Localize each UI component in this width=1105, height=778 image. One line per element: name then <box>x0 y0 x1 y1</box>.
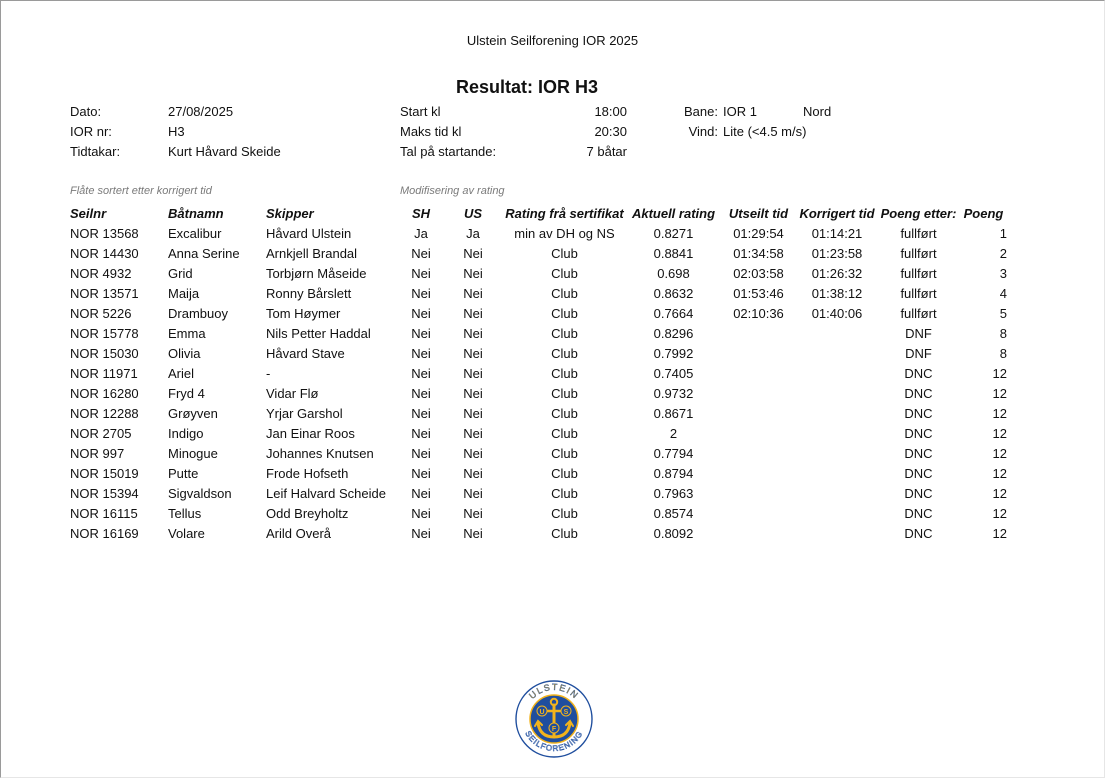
cell-batnamn: Sigvaldson <box>168 485 232 501</box>
cell-utseilt-tid <box>720 383 797 403</box>
cell-rating-sertifikat: Club <box>551 525 578 541</box>
maks-value: 20:30 <box>594 124 627 139</box>
cell-utseilt-tid <box>720 403 797 423</box>
start-label: Start kl <box>400 104 441 119</box>
cell-batnamn: Minogue <box>168 445 218 461</box>
cell-aktuell-rating: 0.7992 <box>653 345 694 361</box>
cell-sh: Nei <box>411 305 431 321</box>
cell-aktuell-rating: 0.7664 <box>653 305 694 321</box>
cell-seilnr: NOR 14430 <box>70 245 139 261</box>
cell-poeng-etter: DNC <box>904 405 933 421</box>
cell-korrigert-tid <box>797 403 877 423</box>
cell-sh: Nei <box>411 505 431 521</box>
cell-rating-sertifikat: Club <box>551 365 578 381</box>
vind-value: Lite (<4.5 m/s) <box>723 124 807 139</box>
cell-korrigert-tid <box>797 443 877 463</box>
logo-letter-u: U <box>539 709 545 716</box>
table-row <box>70 223 1007 243</box>
cell-utseilt-tid <box>720 423 797 443</box>
table-row <box>70 283 1007 303</box>
cell-utseilt-tid <box>720 463 797 483</box>
cell-sh: Nei <box>411 385 431 401</box>
col-header-batnamn: Båtnamn <box>168 205 224 221</box>
cell-us: Nei <box>463 265 483 281</box>
cell-skipper: Johannes Knutsen <box>266 445 374 461</box>
cell-seilnr: NOR 997 <box>70 445 125 461</box>
cell-poeng: 5 <box>999 305 1007 321</box>
cell-us: Nei <box>463 285 483 301</box>
col-header-aktuell-rating: Aktuell rating <box>631 205 716 221</box>
cell-korrigert-tid: 01:38:12 <box>811 285 863 301</box>
table-row <box>70 523 1007 543</box>
cell-korrigert-tid <box>797 503 877 523</box>
cell-korrigert-tid: 01:14:21 <box>811 225 863 241</box>
cell-us: Nei <box>463 525 483 541</box>
cell-utseilt-tid <box>720 443 797 463</box>
cell-skipper: Håvard Stave <box>266 345 345 361</box>
table-row <box>70 263 1007 283</box>
cell-poeng: 4 <box>999 285 1007 301</box>
logo-letter-f: F <box>551 726 557 733</box>
cell-poeng: 12 <box>992 385 1007 401</box>
ior-value: H3 <box>168 124 185 139</box>
cell-poeng: 12 <box>992 445 1007 461</box>
cell-rating-sertifikat: Club <box>551 425 578 441</box>
cell-rating-sertifikat: Club <box>551 325 578 341</box>
cell-korrigert-tid <box>797 423 877 443</box>
col-header-poeng-etter: Poeng etter: <box>880 205 957 221</box>
tal-label: Tal på startande: <box>400 144 497 159</box>
cell-skipper: Yrjar Garshol <box>266 405 343 421</box>
cell-seilnr: NOR 16169 <box>70 525 139 541</box>
cell-poeng: 3 <box>999 265 1007 281</box>
bane-extra: Nord <box>803 104 832 119</box>
cell-aktuell-rating: 0.7963 <box>653 485 694 501</box>
modifying-note: Modifisering av rating <box>400 185 505 197</box>
cell-rating-sertifikat: Club <box>551 385 578 401</box>
cell-seilnr: NOR 15394 <box>70 485 139 501</box>
cell-aktuell-rating: 0.8574 <box>653 505 694 521</box>
cell-poeng-etter: DNC <box>904 445 933 461</box>
club-title: Ulstein Seilforening IOR 2025 <box>466 33 639 48</box>
cell-us: Nei <box>463 445 483 461</box>
logo-top-text: ULSTEIN <box>527 681 581 701</box>
table-row <box>70 343 1007 363</box>
cell-seilnr: NOR 16115 <box>70 505 138 521</box>
cell-seilnr: NOR 4932 <box>70 265 132 281</box>
cell-skipper: Håvard Ulstein <box>266 225 352 241</box>
cell-sh: Nei <box>411 265 431 281</box>
cell-poeng-etter: DNC <box>904 465 933 481</box>
cell-utseilt-tid <box>720 523 797 543</box>
table-row <box>70 403 1007 423</box>
table-row <box>70 443 1007 463</box>
cell-aktuell-rating: 0.8841 <box>653 245 694 261</box>
cell-aktuell-rating: 0.8092 <box>653 525 694 541</box>
cell-utseilt-tid: 01:29:54 <box>733 225 784 241</box>
cell-us: Nei <box>463 245 483 261</box>
cell-poeng: 8 <box>999 345 1007 361</box>
cell-skipper: Leif Halvard Scheide <box>266 485 386 501</box>
cell-skipper: Arnkjell Brandal <box>266 245 358 261</box>
cell-skipper: Odd Breyholtz <box>266 505 349 521</box>
cell-poeng: 12 <box>992 425 1007 441</box>
cell-poeng-etter: DNC <box>904 505 933 521</box>
table-row <box>70 483 1007 503</box>
cell-sh: Nei <box>411 365 431 381</box>
table-row <box>70 243 1007 263</box>
cell-sh: Nei <box>411 445 431 461</box>
cell-batnamn: Fryd 4 <box>168 385 205 401</box>
cell-us: Nei <box>463 345 483 361</box>
cell-poeng: 12 <box>992 365 1007 381</box>
cell-korrigert-tid <box>797 483 877 503</box>
cell-skipper: Vidar Flø <box>266 385 319 401</box>
cell-aktuell-rating: 0.698 <box>657 265 690 281</box>
cell-rating-sertifikat: Club <box>551 485 578 501</box>
cell-us: Nei <box>463 385 483 401</box>
cell-poeng-etter: DNC <box>904 385 933 401</box>
ior-label: IOR nr: <box>70 124 112 139</box>
bane-label: Bane: <box>684 104 718 119</box>
cell-us: Nei <box>463 465 483 481</box>
cell-korrigert-tid <box>797 383 877 403</box>
cell-aktuell-rating: 0.8794 <box>653 465 694 481</box>
table-row <box>70 323 1007 343</box>
cell-poeng: 1 <box>999 225 1007 241</box>
cell-rating-sertifikat: Club <box>551 345 578 361</box>
cell-poeng-etter: DNC <box>904 485 933 501</box>
bane-value: IOR 1 <box>723 104 757 119</box>
cell-utseilt-tid <box>720 503 797 523</box>
col-header-poeng: Poeng <box>963 205 1004 221</box>
cell-batnamn: Maija <box>168 285 200 301</box>
cell-poeng-etter: DNF <box>905 345 932 361</box>
cell-rating-sertifikat: Club <box>551 265 578 281</box>
col-header-seilnr: Seilnr <box>70 205 107 221</box>
cell-rating-sertifikat: Club <box>551 465 578 481</box>
cell-skipper: Jan Einar Roos <box>266 425 355 441</box>
col-header-skipper: Skipper <box>266 205 314 221</box>
cell-aktuell-rating: 0.8671 <box>653 405 694 421</box>
cell-seilnr: NOR 12288 <box>70 405 139 421</box>
cell-seilnr: NOR 15019 <box>70 465 139 481</box>
cell-korrigert-tid <box>797 343 877 363</box>
cell-seilnr: NOR 16280 <box>70 385 139 401</box>
dato-label: Dato: <box>70 104 102 119</box>
cell-aktuell-rating: 0.9732 <box>653 385 694 401</box>
cell-rating-sertifikat: Club <box>551 505 578 521</box>
cell-korrigert-tid <box>797 323 877 343</box>
cell-skipper: - <box>266 365 271 381</box>
cell-skipper: Torbjørn Måseide <box>266 265 367 281</box>
cell-utseilt-tid: 02:10:36 <box>733 305 784 321</box>
cell-batnamn: Emma <box>168 325 206 341</box>
cell-sh: Nei <box>411 485 431 501</box>
cell-poeng: 2 <box>999 245 1007 261</box>
cell-rating-sertifikat: Club <box>551 445 578 461</box>
cell-aktuell-rating: 0.7794 <box>653 445 694 461</box>
cell-rating-sertifikat: Club <box>551 245 578 261</box>
cell-sh: Nei <box>411 345 431 361</box>
cell-batnamn: Tellus <box>168 505 202 521</box>
cell-aktuell-rating: 2 <box>669 425 678 441</box>
cell-skipper: Frode Hofseth <box>266 465 349 481</box>
cell-skipper: Tom Høymer <box>266 305 341 321</box>
cell-utseilt-tid: 01:53:46 <box>733 285 784 301</box>
result-title: Resultat: IOR H3 <box>455 77 599 97</box>
cell-batnamn: Excalibur <box>168 225 222 241</box>
cell-utseilt-tid <box>720 363 797 383</box>
cell-us: Nei <box>463 485 483 501</box>
cell-seilnr: NOR 5226 <box>70 305 132 321</box>
cell-sh: Nei <box>411 245 431 261</box>
cell-poeng: 12 <box>992 485 1007 501</box>
cell-poeng-etter: DNC <box>904 425 933 441</box>
cell-aktuell-rating: 0.8296 <box>653 325 694 341</box>
table-row <box>70 363 1007 383</box>
cell-batnamn: Grøyven <box>168 405 218 421</box>
cell-seilnr: NOR 15778 <box>70 325 139 341</box>
cell-seilnr: NOR 13571 <box>70 285 139 301</box>
col-header-us: US <box>463 205 483 221</box>
maks-label: Maks tid kl <box>400 124 462 139</box>
cell-us: Nei <box>463 425 483 441</box>
cell-utseilt-tid: 02:03:58 <box>733 265 784 281</box>
tidtakar-value: Kurt Håvard Skeide <box>168 144 281 159</box>
table-header-row <box>70 203 1007 223</box>
cell-poeng: 12 <box>992 525 1007 541</box>
cell-seilnr: NOR 2705 <box>70 425 132 441</box>
cell-poeng-etter: DNF <box>905 325 932 341</box>
cell-korrigert-tid <box>797 363 877 383</box>
cell-utseilt-tid: 01:34:58 <box>733 245 784 261</box>
cell-batnamn: Ariel <box>168 365 195 381</box>
table-row <box>70 503 1007 523</box>
cell-poeng-etter: fullført <box>900 265 937 281</box>
cell-batnamn: Olivia <box>168 345 201 361</box>
vind-label: Vind: <box>688 124 718 139</box>
cell-seilnr: NOR 11971 <box>70 365 138 381</box>
cell-us: Nei <box>463 325 483 341</box>
col-header-utseilt-tid: Utseilt tid <box>728 205 789 221</box>
results-table <box>70 203 1007 543</box>
cell-utseilt-tid <box>720 323 797 343</box>
cell-us: Nei <box>463 405 483 421</box>
start-value: 18:00 <box>594 104 627 119</box>
cell-skipper: Nils Petter Haddal <box>266 325 371 341</box>
cell-batnamn: Drambuoy <box>168 305 228 321</box>
cell-rating-sertifikat: Club <box>551 305 578 321</box>
cell-poeng: 12 <box>992 405 1007 421</box>
cell-batnamn: Volare <box>168 525 205 541</box>
cell-poeng: 12 <box>992 505 1007 521</box>
dato-value: 27/08/2025 <box>168 104 234 119</box>
logo-letter-s: S <box>563 709 569 716</box>
cell-sh: Nei <box>411 285 431 301</box>
cell-poeng-etter: fullført <box>900 305 937 321</box>
tidtakar-label: Tidtakar: <box>70 144 121 159</box>
cell-sh: Nei <box>411 525 431 541</box>
tal-value: 7 båtar <box>586 144 627 159</box>
col-header-korrigert-tid: Korrigert tid <box>799 205 875 221</box>
cell-poeng: 8 <box>999 325 1007 341</box>
cell-korrigert-tid: 01:26:32 <box>811 265 863 281</box>
cell-utseilt-tid <box>720 483 797 503</box>
cell-rating-sertifikat: min av DH og NS <box>514 225 615 241</box>
table-row <box>70 383 1007 403</box>
cell-poeng-etter: DNC <box>904 365 933 381</box>
cell-korrigert-tid <box>797 523 877 543</box>
cell-batnamn: Putte <box>168 465 199 481</box>
table-row <box>70 423 1007 443</box>
cell-utseilt-tid <box>720 343 797 363</box>
cell-poeng-etter: DNC <box>904 525 933 541</box>
cell-us: Ja <box>466 225 480 241</box>
cell-sh: Nei <box>411 405 431 421</box>
table-row <box>70 303 1007 323</box>
sorted-note: Flåte sortert etter korrigert tid <box>70 185 212 197</box>
cell-aktuell-rating: 0.8632 <box>653 285 694 301</box>
cell-poeng-etter: fullført <box>900 225 937 241</box>
cell-batnamn: Grid <box>168 265 193 281</box>
col-header-rating-sertifikat: Rating frå sertifikat <box>505 205 624 221</box>
cell-us: Nei <box>463 305 483 321</box>
cell-skipper: Ronny Bårslett <box>266 285 352 301</box>
cell-korrigert-tid: 01:23:58 <box>811 245 863 261</box>
cell-us: Nei <box>463 505 483 521</box>
cell-aktuell-rating: 0.7405 <box>653 365 694 381</box>
cell-aktuell-rating: 0.8271 <box>653 225 694 241</box>
cell-poeng-etter: fullført <box>900 245 937 261</box>
cell-batnamn: Indigo <box>168 425 204 441</box>
table-row <box>70 463 1007 483</box>
cell-poeng: 12 <box>992 465 1007 481</box>
cell-skipper: Arild Overå <box>266 525 332 541</box>
cell-sh: Nei <box>411 325 431 341</box>
cell-rating-sertifikat: Club <box>551 285 578 301</box>
cell-seilnr: NOR 15030 <box>70 345 139 361</box>
club-logo <box>514 679 594 759</box>
cell-sh: Ja <box>414 225 428 241</box>
cell-seilnr: NOR 13568 <box>70 225 139 241</box>
cell-batnamn: Anna Serine <box>168 245 240 261</box>
logo-bottom-text: SEILFORENING <box>523 729 585 754</box>
cell-korrigert-tid: 01:40:06 <box>811 305 863 321</box>
cell-korrigert-tid <box>797 463 877 483</box>
cell-us: Nei <box>463 365 483 381</box>
cell-sh: Nei <box>411 465 431 481</box>
cell-rating-sertifikat: Club <box>551 405 578 421</box>
cell-poeng-etter: fullført <box>900 285 937 301</box>
col-header-sh: SH <box>411 205 431 221</box>
cell-sh: Nei <box>411 425 431 441</box>
